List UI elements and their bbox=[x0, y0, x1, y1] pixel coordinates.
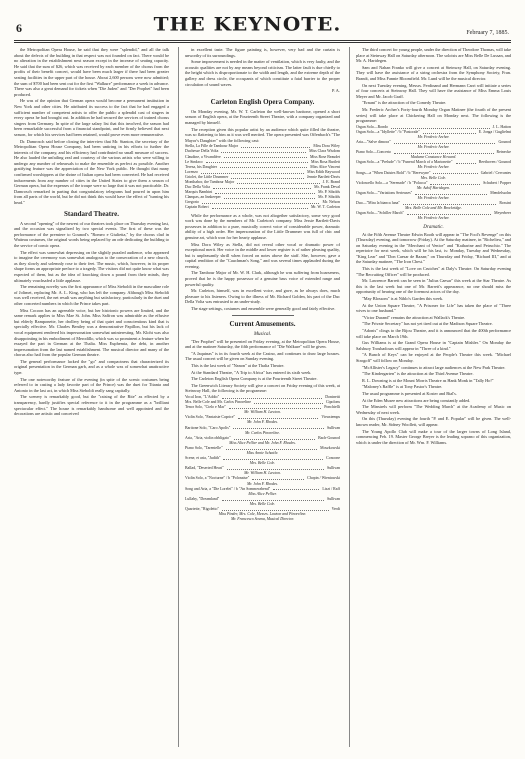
article-paragraph: The reception given this popular artist by an audience which quite filled the theatre, was so flattering to him as it was well merited. The opera presented was Offenbach's "The Mayor's Daughter" with the following cast: bbox=[185, 126, 340, 143]
listing-item: Organ Solo—"Schiller March" bbox=[356, 211, 405, 216]
article-paragraph: A second "opening" of the newest of our theatres took place on Thursday evening last, and the occasion was signalized by two special events. The first of these was the performance of the premiere to Gounod's "Romeo e Giulietta," by the chorus clad in Watteau costumes, the original words being replaced by an ode dedicating the building to the service of comic opera. bbox=[14, 220, 169, 248]
leader-dots bbox=[215, 190, 315, 194]
listing-credit: Vieuxtemps bbox=[321, 415, 340, 420]
leader-dots bbox=[456, 160, 476, 164]
performer-line: Mr. John F. Rhodes. bbox=[246, 481, 279, 486]
performer-line: Mr. Frederic Archer. bbox=[417, 134, 450, 139]
listing-item: Organ Solo—"Variations Serieuses" bbox=[356, 190, 413, 195]
article-paragraph: The usual programme is presented at Koster and Bial's. bbox=[362, 390, 457, 396]
listing-item: Piano Solo—Concerto bbox=[356, 150, 392, 155]
listing-item: Duchesse Della Volta bbox=[185, 149, 219, 154]
leader-dots bbox=[234, 436, 316, 440]
performer-line: Miss Annie Schattle. bbox=[246, 451, 279, 455]
listing-credit: Beethoven / Gounod bbox=[478, 160, 511, 165]
listing-item: Clampas, an Innkeeper bbox=[185, 195, 221, 200]
article-paragraph: This is the last week of "Nanon" at the Thalia Theatre. bbox=[191, 363, 285, 368]
performer-line: Mrs. Belle Cole. bbox=[249, 501, 276, 506]
listing-credit: Schubert / Popper bbox=[483, 180, 511, 185]
listing-credit: Sullivan bbox=[327, 466, 340, 471]
article-paragraph: Mr. Carleton, himself, was in excellent voice, and gave, as he always does, much pleasure to his listeners. Owing to the illness of Mr. Richard Golden, his part of the Duc Della Volta was entrusted to an under-study. bbox=[185, 288, 340, 305]
article-paragraph: The scenery is remarkably good, but the "raising of the Rite" as effected by a transparency, hardly justifies special reference to it in the programme as a "brilliant spectacular effect." The house is remarkably handsome and well appointed and the decorations are artistic and conceived bbox=[14, 394, 169, 417]
performer-line: Madame Constance Howard. bbox=[410, 155, 457, 160]
listing-credit: Miss Dora Wiley bbox=[313, 144, 340, 149]
leader-dots bbox=[220, 165, 307, 169]
listing-credit: Mr. P. Sibolds bbox=[318, 195, 340, 200]
columns bbox=[14, 47, 511, 747]
article-paragraph: Mr. Lawrence Barrett can be seen in "Julius Caesar" this week at the Star Theatre. As this is the last week but one of Mr. Barrett's appearance, no one should miss the opportunity of hearing one of the foremost actors of the day. bbox=[356, 278, 511, 295]
performer-line: Mr. Frederic Archer. bbox=[417, 145, 450, 150]
article-paragraph: Miss Cocoon has an agreeable voice, but her histrionic powers are limited, and the same remark applies to Miss Mae St. John. Miss Saffron was admirable as the effusive but elderly Ramponette, her drollery being of that quiet and conscientious kind that is specially effective. Mr. Charles Bentley was a demonstrative Papillon, but his lack of vocal equipment rendered his impersonation somewhat uninteresting. Mr. Kloht was also disappointing in his embodiment of Merodillo, which was so prominent a feature when he essayed the part in German at the Thalia. Miss Euphemia, the debt, in another impersonation from the last named establishment. The musical director and many of the chorus also hail from the popular German theatre. bbox=[14, 307, 169, 358]
article-paragraph: The third concert for young people, under the direction of Theodore Thomas, will take place at Steinway Hall on Saturday afternoon. The soloists are Miss Belle De Lussan, and Mr. A. Hartdegen. bbox=[356, 47, 511, 64]
listing-credit: Ponchielli bbox=[324, 405, 340, 410]
leader-dots bbox=[273, 487, 319, 491]
listing-credit: Reinecke bbox=[496, 150, 511, 155]
article-paragraph: On this (Thursday) evening the fourth "P. and E. Popular" will be given. The well-known reader, Mr. Sidney Woollett, will appear. bbox=[356, 416, 511, 427]
listing-row bbox=[185, 205, 340, 210]
masthead-rule bbox=[14, 40, 511, 43]
leader-dots bbox=[201, 170, 304, 174]
performer-line: Mrs. Belle Cole. bbox=[420, 175, 447, 180]
leader-dots bbox=[222, 395, 322, 399]
listing-credit: Cipolons bbox=[325, 400, 340, 405]
leader-dots bbox=[226, 446, 318, 450]
performer-line: Mr. Carlos Pinoreline. bbox=[244, 430, 281, 435]
article-paragraph: the Metropolitan Opera House, he said that they were "splendid," and all the talk about the defects of the building in that respect was not founded on fact. There would be no alteration in the establishment next season except in the increase of seating capacity. He said that the sum of $26, which was received by each member of the chorus from the profits of their benefit concert, would have been much larger if there had been greater seating facilities in the upper part of the house. About 2,600 persons were now admitted; the sum of $700 had been sent out for the first "Walkure" performance a week in advance. There was also a great demand for tickets when "Die Juden" and "Der Prophet" had been produced. bbox=[14, 47, 169, 97]
article-paragraph: At the Eden Musee new attractions are being constantly added. bbox=[362, 397, 471, 403]
article-paragraph: in excellent taste. The figure painting is, however, very bad and the curtain is unworthy of its surroundings. bbox=[185, 47, 340, 58]
listing-item: Ballad, "Deserted Heart" bbox=[185, 466, 224, 471]
leader-dots bbox=[391, 125, 490, 129]
leader-dots bbox=[212, 205, 308, 209]
page-number: 6 bbox=[16, 21, 22, 35]
article-paragraph: The one noteworthy feature of the evening (in spite of the scenic costumes being referred to in casting a lady favorite part of the Prince) was the duet for Titania and Antonio in the last act, in which Miss Sieboldi really sang capitally. bbox=[14, 376, 169, 393]
listing-item: Le Sindaco bbox=[185, 159, 203, 164]
article-paragraph: The remaining novelty was the first appearance of Miss Sieboldi in the masculine role of Jolimet, replacing Mr. A. L. King, who has left the company. Although Miss Sieboldi was well received, the net result was anything but satisfactory, particularly in the duet and other concerted numbers in which the Prince takes part. bbox=[14, 284, 169, 306]
listing-item: Mrs. Belle Cole and Mr. Carlos Pinoreline bbox=[185, 400, 251, 405]
listing-credit: J. E. Brand bbox=[322, 179, 340, 184]
listing-credit: Rossini bbox=[499, 201, 511, 206]
newspaper-title: THE KEYNOTE. bbox=[153, 14, 342, 36]
leader-dots bbox=[241, 144, 310, 148]
listing-item: Lullaby, "Dreamland" bbox=[185, 496, 220, 501]
performer-line: Mr. Adolf Hartdegen. bbox=[416, 185, 451, 190]
listing-credit: Mr. Nelson bbox=[322, 200, 340, 205]
article-paragraph: "Maloney's Raffle" is at Tony Pastor's Theatre. bbox=[362, 384, 443, 390]
listing-item: Monthabor, the Tambour Major bbox=[185, 179, 235, 184]
listing-credit: Miss Rosa Bartlett bbox=[311, 159, 340, 164]
listing-item: Stella, La Fille de Tambour Major bbox=[185, 144, 239, 149]
listing-credit: Sullivan bbox=[327, 425, 340, 430]
article-paragraph: Some improvement is needed in the matter of ventilation, which is very faulty, and the acoustic qualities are not by any means beyond criticism. The latter fault is due chiefly to the height which is disproportionate to the width and length, and the extreme depth of the gallery and dress circle, the occupants of which constitute a fatal barrier to the proper circulation of sound waves. bbox=[185, 59, 340, 87]
article-paragraph: On Monday evening, Mr. W. T. Carleton the well-known baritone, opened a short season of English opera, at the Fourteenth Street Theatre, with a company organized and managed by himself. bbox=[185, 108, 340, 125]
article-paragraph: "Der Prophet" will be presented on Friday evening, at the Metropolitan Opera House, and at the matinee Saturday, the fifth performance of "Die Walkure" will be given. bbox=[185, 338, 340, 350]
leader-dots bbox=[221, 149, 306, 153]
listing-item: Scene, et aria, "Judith" bbox=[185, 456, 221, 461]
leader-dots bbox=[223, 456, 323, 460]
column-2 bbox=[178, 47, 340, 747]
programme-listing bbox=[356, 125, 511, 222]
article-paragraph: Sam and Nahan Franko will give a concert at Steinway Hall, on Saturday evening. They will have the assistance of a string orchestra from the Symphony Society, Fran. Brandt, and Miss Fannie Bloomfield. Mr. Lund will be the musical director. bbox=[356, 64, 511, 81]
performer-line: Mr. William H. Lawton. bbox=[244, 471, 281, 476]
performer-line: Mrs. Belle Cole and Mr. Brockridge. bbox=[405, 206, 462, 211]
listing-item: Teresa, his Daughter bbox=[185, 164, 218, 169]
listing-item: Claudine, a Vivandière bbox=[185, 154, 221, 159]
listing-credit: Gounod bbox=[498, 140, 511, 144]
article-paragraph: The Young Apollo Club will make a tour of the larger towns of Long Island, commencing Feb. 19. Master George Breyer is the leading soprano of this organization, which is under the direction of Mr. Wm. F. Williams. bbox=[356, 428, 511, 445]
article-paragraph: "A Jaquinas" is in its fourth week at the Casino, and continues to draw large houses. The usual concert will be given on Sunday evening. bbox=[185, 350, 340, 362]
leader-dots bbox=[407, 211, 491, 215]
newspaper-page bbox=[14, 14, 511, 749]
listing-item: Organ Solo—Rondo bbox=[356, 124, 389, 129]
leader-dots bbox=[403, 201, 496, 205]
performer-line: Mr. John F. Rhodes. bbox=[246, 420, 279, 425]
article-paragraph: Dr. Damrosch said before closing the interview that Mr. Stanton, the secretary of the Metropolitan Opera House Company, had been untiring in his efforts to further the interests of the company, and his efficiency had contributed no small measure of success. He also lauded the unfailing zeal and courtesy of the various artists who were willing to undergo any number of rehearsals to make the ensemble as perfect as possible. Another gratifying feature was the appreciation of the New York public. He thought that many confirmed worshippers at the shrine of Italian opera had been converted. He had received inducements from any number of cities in the United States to give them a season of German opera, but the expenses of the troupe were so large that it was not practicable. Dr. Damrosch remarked in parting that congratulatory telegrams had poured in upon him from all parts of the world, but he did not think this would have the effect of "turning his head." bbox=[14, 138, 169, 206]
section-heading-standard-theatre: Standard Theatre. bbox=[64, 209, 119, 218]
programme-listing bbox=[185, 144, 340, 210]
leader-dots bbox=[252, 476, 304, 480]
listing-credit: J. L. Hatton bbox=[492, 124, 511, 129]
leader-dots bbox=[202, 200, 319, 204]
listing-credit: Gabriel / Cervantes bbox=[480, 170, 511, 175]
article-paragraph: On next Tuesday evening, Messrs. Ferdinand and Hermann Carri will initiate a series of four concerts at Steinway Hall. They will have the assistance of Miss Emma Louis Meyer and Mr. Jacob Graff. bbox=[356, 82, 511, 99]
listing-item: Songs—a "When Daisies Bold" / b "Rerewyne" bbox=[356, 170, 431, 175]
listing-item: Song and Aria, a "Die Lorelei" / b "An Sommerabend" bbox=[185, 486, 271, 491]
leader-dots bbox=[415, 191, 487, 195]
listing-item: Tenor Solo, "Cielo e Mar" bbox=[185, 405, 226, 410]
article-paragraph: The Greenwich Literary Society will give a concert on Friday evening of this week, at Steinway Hall, the following is the programme: bbox=[185, 382, 340, 394]
performer-line: Miss Alice Pellier and Mr. John F. Rhodes. bbox=[229, 440, 296, 445]
listing-item: Aria, "Aria, violin obbligato" bbox=[185, 435, 231, 440]
leader-dots bbox=[238, 415, 318, 419]
leader-dots bbox=[394, 140, 496, 144]
article-paragraph: "The Kindergarten" is the attraction at the Third Avenue Theatre. bbox=[362, 371, 474, 377]
listing-credit: Chopin / Wieniawski bbox=[307, 476, 340, 481]
listing-credit: Miss Edith Raywood bbox=[307, 169, 340, 174]
listing-credit: Mr. P. Sibolds bbox=[318, 190, 340, 195]
leader-dots bbox=[224, 155, 307, 159]
article-paragraph: Gus Williams is at the Grand Opera House in "Captain Mishler." On Monday the Salsbury Troubadours will appear in "Three of a kind." bbox=[356, 340, 511, 351]
listing-credit: Liszt / Raff bbox=[322, 486, 340, 491]
listing-item: Gregorio bbox=[185, 200, 200, 205]
leader-dots bbox=[423, 130, 476, 134]
leader-dots bbox=[222, 497, 324, 501]
performer-line: Mr. Frederic Archer. bbox=[417, 216, 450, 221]
leader-dots bbox=[237, 180, 319, 184]
listing-item: Vocal Iron, "L'Addio" bbox=[185, 394, 220, 399]
article-paragraph: The stage settings, costumes and ensemble were generally good and fairly effective. bbox=[191, 306, 336, 312]
article-paragraph: The Carleton English Opera Company is at the Fourteenth Street Theatre. bbox=[191, 376, 318, 382]
listing-item: Organ Solo—a "Idyllette" / b "Pastorale" bbox=[356, 129, 420, 134]
performer-line: Mrs. Belle Cole. bbox=[249, 461, 276, 466]
listing-credit: Doninetti bbox=[325, 394, 340, 399]
listing-credit: Miss Rose Beaudet bbox=[309, 154, 340, 159]
section-heading-current-amusements: Current Amusements. bbox=[229, 319, 296, 328]
listing-item: Duc Della Volta bbox=[185, 185, 210, 190]
listing-item: Violoncello Solo—a "Serenade" / b "Polacca" bbox=[356, 180, 428, 185]
listing-item: Violin Solo, "Fantaisie Caprice" bbox=[185, 415, 236, 420]
listing-item: Baritone Solo, "Caro Apolis" bbox=[185, 425, 231, 430]
leader-dots bbox=[224, 195, 315, 199]
section-heading-carleton: Carleton English Opera Company. bbox=[210, 97, 315, 106]
listing-credit: Mr. Frank Deval bbox=[314, 185, 340, 190]
listing-credit: Mr. W. T. Carleton bbox=[310, 205, 340, 210]
listing-item: Quartette, "Rigoletto" bbox=[185, 507, 220, 512]
leader-dots bbox=[227, 466, 324, 470]
article-paragraph: While the performance as a whole, was not altogether satisfactory, some very good work was done by the members of Mr. Carleton's company. Miss Jessie Bartlett-Davis possesses in addition to a pure, musically correct voice of considerable power, dramatic ability of a high order. Her impersonation of the Little Drummer was full of chic and genuine art, which won for her hearty applause. bbox=[185, 212, 340, 240]
leader-dots bbox=[229, 405, 321, 409]
programme-listing bbox=[185, 395, 340, 522]
leader-dots bbox=[254, 400, 323, 404]
article-paragraph: This is the last week of "Love on Crutches" at Daly's Theatre. On Saturday evening "The Recruiting Officer" will be produced. bbox=[356, 266, 511, 277]
listing-credit: Jennie Bartlett-Davis bbox=[307, 174, 340, 179]
article-paragraph: At the Standard Theatre, "A Trip to Africa" has entered its sixth week. bbox=[191, 369, 312, 375]
article-paragraph: "May Blossom" is at Niblo's Garden this week. bbox=[362, 296, 444, 302]
article-paragraph: At the Fifth Avenue Theatre Edwin Booth will appear in "The Fool's Revenge" on this (Thursday) evening, and tomorrow (Friday). At the Saturday matinee, in "Richelieu," and on Saturday evening in the "Merchant of Venice" and "Katharine and Petruchio." The repertoire for next week, which will be his last, is: Monday, Tuesday and Wednesday, "King Lear" and "Don Caesar de Bazan;" on Thursday and Friday, "Richard III," and at the Saturday matinee, "The Iron Chest." bbox=[356, 231, 511, 265]
listing-credit: Concone bbox=[326, 456, 340, 461]
issue-date: February 7, 1885. bbox=[466, 30, 509, 36]
leader-dots bbox=[231, 175, 304, 179]
listing-item: Marquis Bambini bbox=[185, 190, 213, 195]
author-signature: P. A. bbox=[331, 88, 340, 94]
column-3 bbox=[349, 47, 511, 747]
listing-item: Captain Robert bbox=[185, 205, 209, 210]
article-paragraph: The Tambour Major of Mr. W. H. Clark, although he was suffering from hoarseness, proved that he is the happy possessor of a genuine bass voice of extended range and powerful quality. bbox=[185, 270, 340, 287]
article-paragraph: The general performance lacked the "go" and compactness that characterized its original presentation in the German garb, and as a whole was of somewhat unattractive type. bbox=[14, 358, 169, 376]
column-1 bbox=[14, 47, 169, 747]
article-paragraph: "Adonis" clings to the Bijou Theatre, and it is announced that the 400th performance will take place on March 19th. bbox=[356, 328, 511, 339]
section-divider bbox=[232, 315, 294, 316]
listing-credit: Moszkowski bbox=[320, 445, 340, 450]
listing-item: Lorenzo bbox=[185, 169, 198, 174]
listing-item: Duo—"Mira la bianca luna" bbox=[356, 201, 400, 206]
listing-credit: Bach-Gounod bbox=[318, 435, 340, 440]
leader-dots bbox=[222, 507, 328, 511]
leader-dots bbox=[394, 150, 493, 154]
performer-line: Mr. Francesco Sosma, Musical Director. bbox=[230, 517, 295, 522]
leader-dots bbox=[206, 160, 308, 164]
article-paragraph: "McAllister's Legacy" continues to attract large audiences at the New Park Theatre. bbox=[362, 364, 506, 370]
leader-dots bbox=[430, 181, 480, 185]
article-paragraph: "Victor Durand" remains the attraction at Wallack's Theatre. bbox=[362, 314, 466, 320]
listing-item: Violin Solo, a "Nocturne" / b "Polonaise" bbox=[185, 476, 250, 481]
listing-credit: Mendelssohn bbox=[490, 190, 511, 195]
performer-line: Mr. William H. Lawton. bbox=[244, 410, 281, 415]
article-paragraph: The effect was somewhat depressing on the slightly puzzled audience, who appeared to imagine the ceremony was somewhat analogous to the consecration of a new church, as they slowly and solemnly rose to their feet. The music, which, however, in its proper shape forms an appropriate preface to a tragedy. The visitors did not quite know what was expected of them, but as the idea of knocking down a pound from their minds, they ultimately vouchsafed a little applause. bbox=[14, 249, 169, 283]
listing-credit: Meyerbeer bbox=[494, 211, 511, 216]
listing-credit: Verdi bbox=[331, 507, 340, 512]
listing-credit: Miss Clara Wisdom bbox=[309, 149, 340, 154]
listing-credit: Miss Alice Vincent bbox=[310, 164, 340, 169]
listing-credit: Sullivan bbox=[327, 496, 340, 501]
performer-line: Mr. Frederic Archer. bbox=[417, 196, 450, 201]
article-paragraph: He was of the opinion that German opera would become a permanent institution in New York and other cities. He attributed its success to the fact that he had engaged a sufficient number of competent artists to offer the public a splendid cast of singers in every opera he had brought out. In addition he had secured the services of trained chorus singers from Germany. In spite of the large salary list that this involved, the season had been remarkable successful from a financial standpoint, and he firmly believed that next season, for which his services had been retained, would prove even more remunerative. bbox=[14, 98, 169, 137]
performer-line: Miss Pinder, Mrs. Cole, Messrs. Lawton and Pinoreline. bbox=[218, 512, 307, 517]
leader-dots bbox=[233, 426, 324, 430]
listing-item: Piano Solo, "Tarentelle" bbox=[185, 445, 223, 450]
masthead bbox=[14, 14, 511, 38]
article-paragraph: At the Union Square Theatre, "A Prisoner for Life" has taken the place of "Three wives to one husband." bbox=[356, 302, 511, 314]
leader-dots bbox=[213, 185, 311, 189]
listing-item: Griolet, the Little Drummer bbox=[185, 174, 229, 179]
article-paragraph: R. L. Downing is at the Mount Morris Theatre as Hank Monk in "Tally Ho!" bbox=[362, 377, 494, 383]
listing-item: Aria—"Salve dimora" bbox=[356, 140, 391, 144]
subheading-dramatic: Dramatic. bbox=[423, 224, 444, 230]
leader-dots bbox=[433, 171, 477, 175]
subheading-musical: Musical. bbox=[253, 331, 272, 337]
article-paragraph: "Ernani" is the attraction of the Comedy Theatre. bbox=[362, 100, 447, 106]
article-paragraph: "A Bunch of Keys" can be enjoyed at the People's Theatre this week. "Michael Strogoff" will follow on Monday. bbox=[356, 352, 511, 363]
article-paragraph: Mr. Frederic Archer's Forty-fourth Monday Organ Matinee (the fourth of the present series) will take place at Chickering Hall on Monday next. The following is the programme: bbox=[356, 106, 511, 124]
listing-item: Organ Solo—a "Prelude" / b "Funeral March of a Marionette" bbox=[356, 160, 453, 165]
article-paragraph: Miss Dora Wiley as Stella, did not reveal other vocal or dramatic power of exceptional merit. Her voice in the middle and lower register is of rather pleasing quality, but is unpleasantly shrill when forced on notes above the staff. She, however, gave a capital rendition of the "Cauchman's Song," and was several times applauded during the evening. bbox=[185, 241, 340, 269]
performer-line: Mr. Frederic Archer. bbox=[417, 165, 450, 170]
listing-credit: E. Jonga / Guglielmi bbox=[478, 129, 511, 134]
article-paragraph: "The Private Secretary" has not yet tired out at the Madison Square Theatre. bbox=[362, 321, 493, 327]
performer-line: Miss Alice Pellier. bbox=[248, 491, 277, 496]
article-paragraph: The Minstrels will perform "The Wedding March" at the Academy of Music on Wednesday of next week. bbox=[356, 404, 511, 415]
